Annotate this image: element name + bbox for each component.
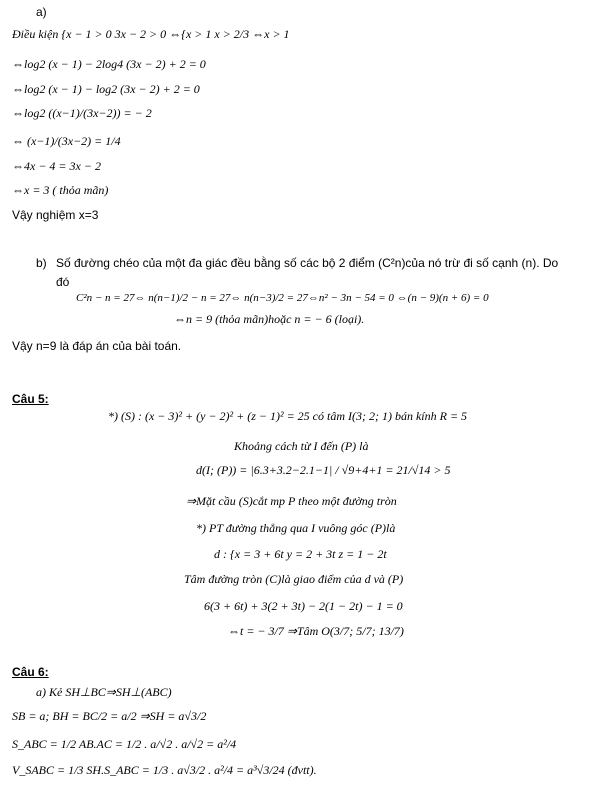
- part-a-line-7: ⇔x = 3 ( thỏa mãn): [12, 183, 109, 197]
- cau5-line-3: d(I; (P)) = |6.3+3.2−2.1−1| / √9+4+1 = 21/√14 > 5: [196, 463, 451, 477]
- cau5-line-9: ⇔t = − 3/7 ⇒Tâm O(3/7; 5/7; 13/7): [228, 624, 404, 638]
- cau5-line-7: Tâm đường tròn (C)là giao điểm của d và (P): [184, 572, 404, 586]
- cau5-line-6: d : {x = 3 + 6t y = 2 + 3t z = 1 − 2t: [214, 547, 387, 561]
- cau6-title: Câu 6:: [12, 665, 49, 679]
- cau5-title: Câu 5:: [12, 392, 49, 406]
- cau6-line-4: V_SABC = 1/3 SH.S_ABC = 1/3 . a√3/2 . a²/4 = a³√3/24 (đvtt).: [12, 763, 317, 777]
- part-b-conclusion: Vậy n=9 là đáp án của bài toán.: [12, 339, 182, 353]
- part-a-line-1: Điều kiện {x − 1 > 0 3x − 2 > 0 ⇔{x > 1 x > 2/3 ⇔x > 1: [12, 27, 290, 41]
- part-a-line-5: ⇔ (x−1)/(3x−2) = 1/4: [12, 134, 121, 148]
- part-b-equation-2: ⇔n = 9 (thỏa mãn)hoặc n = − 6 (loại).: [174, 312, 365, 326]
- part-b-text-line-1: Số đường chéo của một đa giác đều bằng số các bộ 2 điểm (C²n)của nó trừ đi số cạnh (n). Do: [56, 256, 559, 270]
- cau5-line-2: Khoảng cách từ I đến (P) là: [234, 439, 369, 453]
- cau5-line-8: 6(3 + 6t) + 3(2 + 3t) − 2(1 − 2t) − 1 = 0: [204, 599, 403, 613]
- part-b-text-line-2: đó: [56, 275, 70, 289]
- cau6-line-1: a) Kẻ SH⊥BC⇒SH⊥(ABC): [36, 685, 172, 699]
- cau6-line-3: S_ABC = 1/2 AB.AC = 1/2 . a/√2 . a/√2 = a²/4: [12, 737, 237, 751]
- cau5-line-5: *) PT đường thẳng qua I vuông góc (P)là: [196, 521, 396, 535]
- part-a-line-3: ⇔log2 (x − 1) − log2 (3x − 2) + 2 = 0: [12, 82, 200, 96]
- part-a-line-2: ⇔log2 (x − 1) − 2log4 (3x − 2) + 2 = 0: [12, 57, 206, 71]
- cau5-line-4: ⇒Mặt cầu (S)cắt mp P theo một đường tròn: [186, 494, 397, 508]
- part-b-label: b): [36, 256, 47, 270]
- cau5-line-1: *) (S) : (x − 3)² + (y − 2)² + (z − 1)² = 25 có tâm I(3; 2; 1) bán kính R = 5: [108, 409, 468, 423]
- part-a-conclusion: Vậy nghiệm x=3: [12, 208, 99, 222]
- part-a-line-4: ⇔log2 ((x−1)/(3x−2)) = − 2: [12, 106, 152, 120]
- part-a-label: a): [36, 5, 47, 19]
- cau6-line-2: SB = a; BH = BC/2 = a/2 ⇒SH = a√3/2: [12, 709, 207, 723]
- part-b-equation-1: C²n − n = 27⇔ n(n−1)/2 − n = 27⇔ n(n−3)/2 = 27⇔n² − 3n − 54 = 0 ⇔(n − 9)(n + 6) = 0: [76, 292, 489, 304]
- part-a-line-6: ⇔4x − 4 = 3x − 2: [12, 159, 101, 173]
